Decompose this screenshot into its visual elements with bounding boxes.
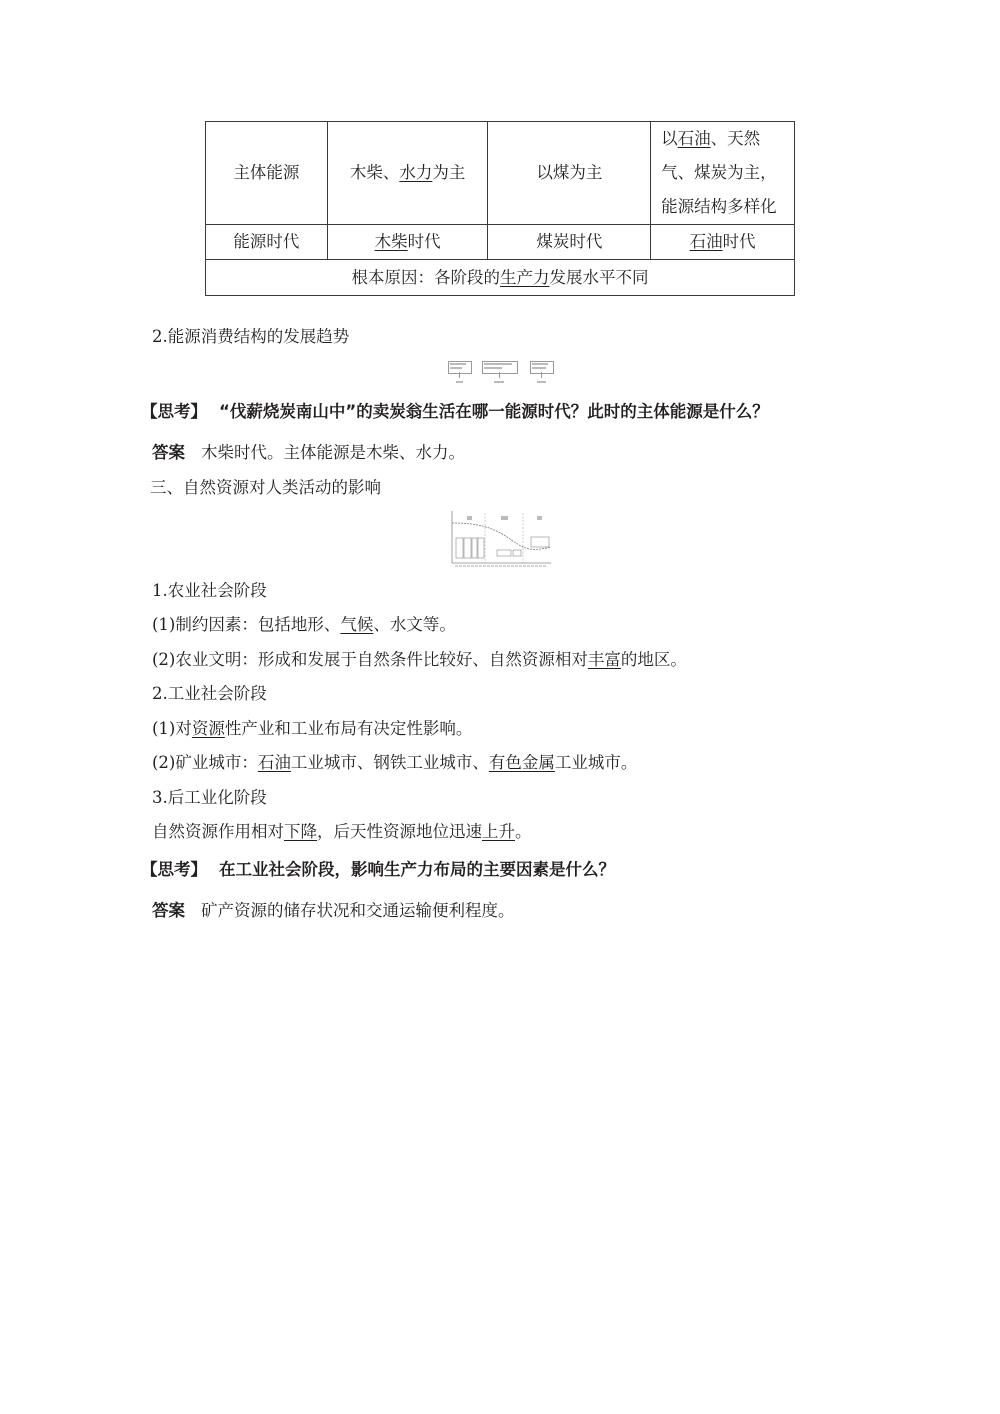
- think-question-1: [141, 401, 769, 423]
- postind-point-1: 自然资源作用相对下降，后天性资源地位迅速上升。: [152, 822, 532, 841]
- table-row-energy-era: [206, 225, 795, 260]
- diagram-text-placeholder: [532, 363, 548, 365]
- table-cell: 以石油、天然 气、煤炭为主， 能源结构多样化: [651, 122, 795, 225]
- table-row-root-cause: [206, 260, 795, 296]
- connector-line: [499, 372, 500, 378]
- row-label: 能源时代: [206, 225, 328, 260]
- think-question-text: 在工业社会阶段，影响生产力布局的主要因素是什么？: [219, 860, 615, 879]
- heading-agricultural-stage: 1.农业社会阶段: [152, 581, 267, 600]
- section-heading-energy-trend: 2.能源消费结构的发展趋势: [152, 327, 350, 346]
- connector-line: [459, 372, 460, 378]
- answer-2: [152, 900, 515, 922]
- table-cell: 石油时代: [651, 225, 795, 260]
- row-label: 主体能源: [206, 122, 328, 225]
- answer-text: 矿产资源的储存状况和交通运输便利程度。: [201, 901, 515, 920]
- diagram-text-placeholder: [450, 367, 462, 369]
- table-footer-cell: 根本原因：各阶段的生产力发展水平不同: [206, 260, 795, 296]
- table-cell: 以煤为主: [488, 122, 651, 225]
- connector-line: [541, 372, 542, 378]
- diagram-label-placeholder: [494, 381, 504, 383]
- agri-point-2: (2)农业文明：形成和发展于自然条件比较好、自然资源相对丰富的地区。: [152, 650, 687, 669]
- diagram-text-placeholder: [450, 363, 466, 365]
- diagram-text-placeholder: [484, 363, 512, 365]
- energy-era-table: [205, 121, 795, 296]
- answer-1: [152, 442, 465, 464]
- table-cell: 煤炭时代: [488, 225, 651, 260]
- answer-tag: 答案: [152, 901, 185, 920]
- diagram-label-placeholder: [456, 381, 463, 383]
- think-question-2: [141, 859, 615, 881]
- table-cell: 木柴、水力为主: [327, 122, 488, 225]
- table-cell: 木柴时代: [327, 225, 488, 260]
- think-tag: 【思考】: [141, 402, 207, 421]
- resource-impact-diagram: [447, 509, 553, 569]
- heading-post-industrial-stage: 3.后工业化阶段: [152, 788, 267, 807]
- think-tag: 【思考】: [141, 860, 207, 879]
- energy-trend-diagram: [446, 360, 556, 386]
- diagram-text-placeholder: [532, 367, 546, 369]
- think-question-text: “伐薪烧炭南山中”的卖炭翁生活在哪一能源时代？此时的主体能源是什么？: [219, 402, 769, 421]
- industry-point-2: (2)矿业城市：石油工业城市、钢铁工业城市、有色金属工业城市。: [152, 753, 638, 772]
- heading-industrial-stage: 2.工业社会阶段: [152, 684, 267, 703]
- table-row-main-energy: [206, 122, 795, 225]
- agri-point-1: (1)制约因素：包括地形、气候、水文等。: [152, 615, 456, 634]
- section-heading-resources-impact: 三、自然资源对人类活动的影响: [150, 478, 381, 497]
- diagram-text-placeholder: [484, 367, 502, 369]
- answer-tag: 答案: [152, 443, 185, 462]
- diagram-label-placeholder: [537, 381, 546, 383]
- resource-impact-chart-svg: [447, 509, 553, 569]
- answer-text: 木柴时代。主体能源是木柴、水力。: [201, 443, 465, 462]
- industry-point-1: (1)对资源性产业和工业布局有决定性影响。: [152, 719, 473, 738]
